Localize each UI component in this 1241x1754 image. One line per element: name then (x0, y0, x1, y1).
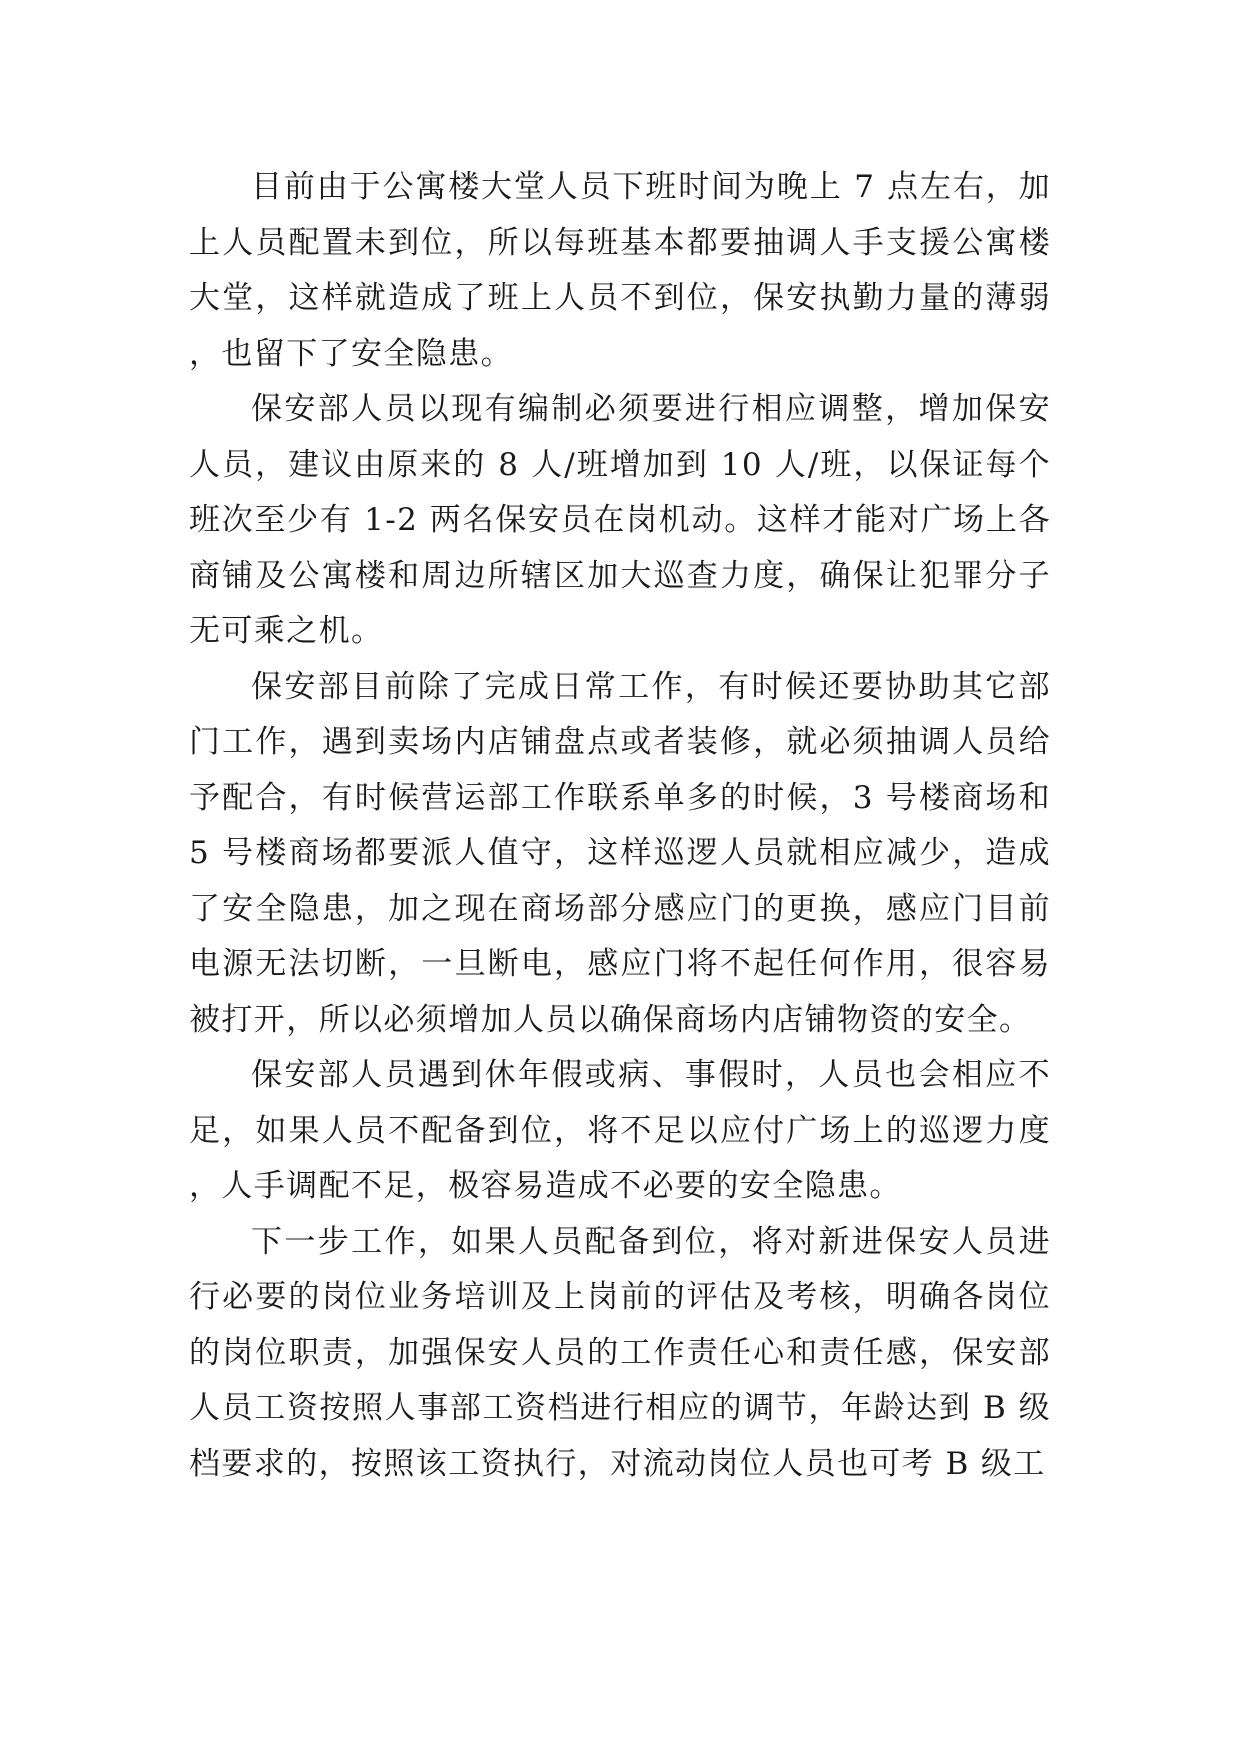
paragraph-leave-shortage: 保安部人员遇到休年假或病、事假时，人员也会相应不足，如果人员不配备到位，将不足以应付广场上的巡逻力度，人手调配不足，极容易造成不必要的安全隐患。 (189, 1057, 1051, 1204)
paragraph-next-steps: 下一步工作，如果人员配备到位，将对新进保安人员进行必要的岗位业务培训及上岗前的评估及考核，明确各岗位的岗位职责，加强保安人员的工作责任心和责任感，保安部人员工资按照人事部工资档进行相应的调节，年龄达到 B 级档要求的，按照该工资执行，对流动岗位人员也可考 B 级工 (189, 1223, 1051, 1482)
paragraph-staffing-lobby: 目前由于公寓楼大堂人员下班时间为晚上 7 点左右，加上人员配置未到位，所以每班基本都要抽调人手支援公寓楼大堂，这样就造成了班上人员不到位，保安执勤力量的薄弱，也留下了安全隐患。 (189, 169, 1051, 372)
paragraph-staff-increase: 保安部人员以现有编制必须要进行相应调整，增加保安人员，建议由原来的 8 人/班增加到 10 人/班，以保证每个班次至少有 1-2 两名保安员在岗机动。这样才能对广场上各商铺及公寓楼和周边所辖区加大巡查力度，确保让犯罪分子无可乘之机。 (189, 391, 1051, 649)
document-body (189, 160, 1051, 1492)
paragraph-other-duties: 保安部目前除了完成日常工作，有时候还要协助其它部门工作，遇到卖场内店铺盘点或者装修，就必须抽调人员给予配合，有时候营运部工作联系单多的时候，3 号楼商场和 5 号楼商场都要派人值守，这样巡逻人员就相应减少，造成了安全隐患，加之现在商场部分感应门的更换，感应门目前电源无法切断，一旦断电，感应门将不起任何作用，很容易被打开，所以必须增加人员以确保商场内店铺物资的安全。 (189, 668, 1051, 1038)
